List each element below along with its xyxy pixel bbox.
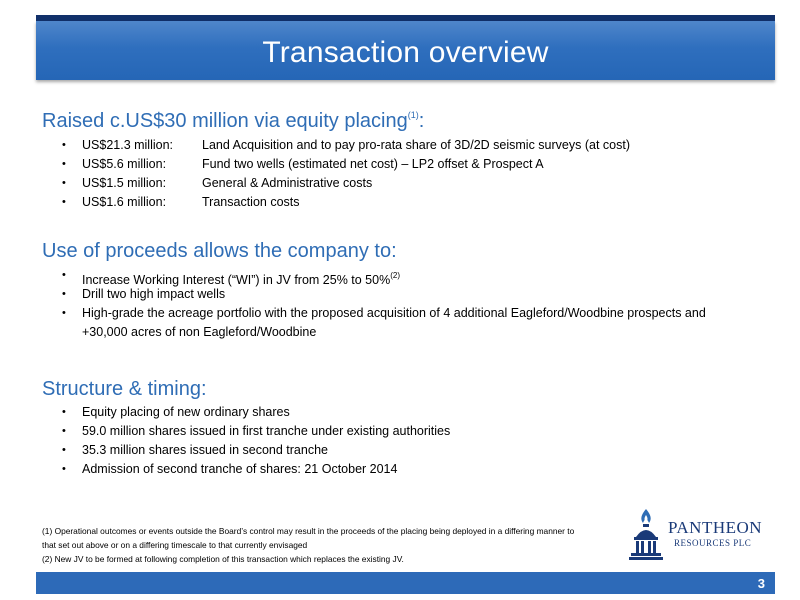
capitol-dome-flame-icon bbox=[626, 507, 666, 563]
list-item bbox=[62, 155, 630, 174]
section-heading-structure: Structure & timing: bbox=[42, 378, 207, 400]
list-item bbox=[62, 285, 706, 304]
list-item bbox=[62, 460, 450, 479]
bullet-icon: • bbox=[62, 177, 66, 189]
list-item bbox=[62, 193, 630, 212]
raised-heading-text: Raised c.US$30 million via equity placing bbox=[42, 110, 408, 132]
bullet-icon: • bbox=[62, 196, 66, 208]
structure-list bbox=[62, 403, 450, 479]
structure-item-text: 35.3 million shares issued in second tranche bbox=[82, 443, 328, 457]
footnotes bbox=[42, 524, 622, 566]
amount-description: Land Acquisition and to pay pro-rata share of 3D/2D seismic surveys (at cost) bbox=[202, 138, 630, 152]
amount-description: Transaction costs bbox=[202, 195, 300, 209]
logo-subtitle: RESOURCES PLC bbox=[674, 538, 752, 548]
section-heading-proceeds: Use of proceeds allows the company to: bbox=[42, 240, 397, 262]
section-heading-raised bbox=[42, 110, 424, 133]
list-item bbox=[62, 422, 450, 441]
bullet-icon: • bbox=[62, 158, 66, 170]
footnote-1-line-2: that set out above or on a differing timescale to that currently envisaged bbox=[42, 540, 308, 550]
raised-heading-footnote-ref: (1) bbox=[407, 110, 419, 120]
bullet-icon: • bbox=[62, 444, 66, 456]
amount-label: US$1.6 million: bbox=[82, 195, 167, 209]
raised-heading-suffix: : bbox=[418, 110, 425, 132]
list-item bbox=[62, 304, 706, 323]
bullet-icon: • bbox=[62, 288, 66, 300]
amount-description: Fund two wells (estimated net cost) – LP2 offset & Prospect A bbox=[202, 157, 544, 171]
structure-item-text: Admission of second tranche of shares: 21 October 2014 bbox=[82, 462, 398, 476]
list-item bbox=[62, 174, 630, 193]
page-number: 3 bbox=[757, 576, 765, 591]
bullet-icon: • bbox=[62, 406, 66, 418]
proceeds-item-text: Drill two high impact wells bbox=[82, 287, 226, 301]
bullet-icon: • bbox=[62, 463, 66, 475]
bullet-icon: • bbox=[62, 307, 66, 319]
amount-description: General & Administrative costs bbox=[202, 176, 373, 190]
bullet-icon: • bbox=[62, 269, 66, 281]
amount-label: US$1.5 million: bbox=[82, 176, 167, 190]
footnote-2: (2) New JV to be formed at following completion of this transaction which replaces the existing JV. bbox=[42, 554, 404, 564]
proceeds-item-text: High-grade the acreage portfolio with the proposed acquisition of 4 additional Eagleford/Woodbine prospects and bbox=[82, 306, 706, 320]
footnote-1-line-1: (1) Operational outcomes or events outside the Board’s control may result in the proceeds of the placing being deployed in a differing manner to bbox=[42, 526, 575, 536]
bullet-icon: • bbox=[62, 425, 66, 437]
footer-bar bbox=[36, 572, 775, 594]
structure-item-text: 59.0 million shares issued in first tranche under existing authorities bbox=[82, 424, 451, 438]
amount-label: US$21.3 million: bbox=[82, 138, 174, 152]
raised-list bbox=[62, 136, 630, 212]
proceeds-item-text: Increase Working Interest (“WI”) in JV from 25% to 50% bbox=[82, 273, 391, 287]
list-item bbox=[62, 441, 450, 460]
proceeds-item-continuation: +30,000 acres of non Eagleford/Woodbine bbox=[82, 325, 317, 339]
list-item bbox=[62, 403, 450, 422]
structure-item-text: Equity placing of new ordinary shares bbox=[82, 405, 290, 419]
logo-name: PANTHEON bbox=[668, 518, 763, 537]
proceeds-list bbox=[62, 266, 706, 342]
amount-label: US$5.6 million: bbox=[82, 157, 167, 171]
slide-title: Transaction overview bbox=[262, 36, 549, 69]
company-logo bbox=[626, 505, 776, 565]
list-item bbox=[62, 136, 630, 155]
bullet-icon: • bbox=[62, 139, 66, 151]
proceeds-footnote-ref: (2) bbox=[390, 271, 400, 280]
title-bar bbox=[36, 21, 775, 80]
list-item bbox=[62, 266, 706, 285]
